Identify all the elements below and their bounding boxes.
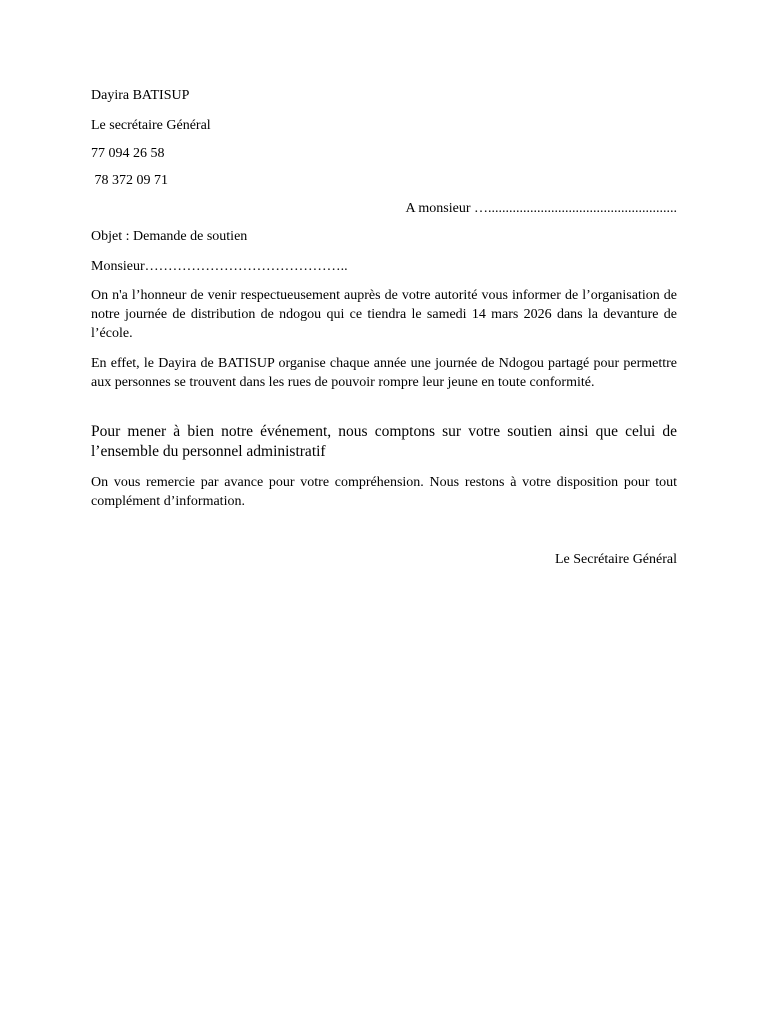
paragraph-context: En effet, le Dayira de BATISUP organise chaque année une journée de Ndogou partagé pour permettre aux personnes se trouvent dans les rues de pouvoir rompre leur jeune en toute conformité. [91,356,677,390]
signature: Le Secrétaire Général [554,552,677,567]
paragraph-closing: On vous remercie par avance pour votre compréhension. Nous restons à votre disposition pour tout complément d’information. [91,475,677,509]
sender-phone-2: 78 372 09 71 [91,173,168,188]
subject-line: Objet : Demande de soutien [91,229,248,244]
sender-title: Le secrétaire Général [91,118,211,133]
sender-name: Dayira BATISUP [91,88,190,103]
paragraph-support-request: Pour mener à bien notre événement, nous comptons sur votre soutien ainsi que celui de l’ensemble du personnel administratif [91,423,677,460]
recipient-line: A monsieur …...................................................... [405,201,677,216]
paragraph-intro: On n'a l’honneur de venir respectueusement auprès de votre autorité vous informer de l’organisation de notre journée de distribution de ndogou qui ce tiendra le samedi 14 mars 2026 dans la devanture de l’école. [91,288,677,341]
sender-phone-1: 77 094 26 58 [91,146,165,161]
salutation: Monsieur…………………………………….. [91,259,348,274]
